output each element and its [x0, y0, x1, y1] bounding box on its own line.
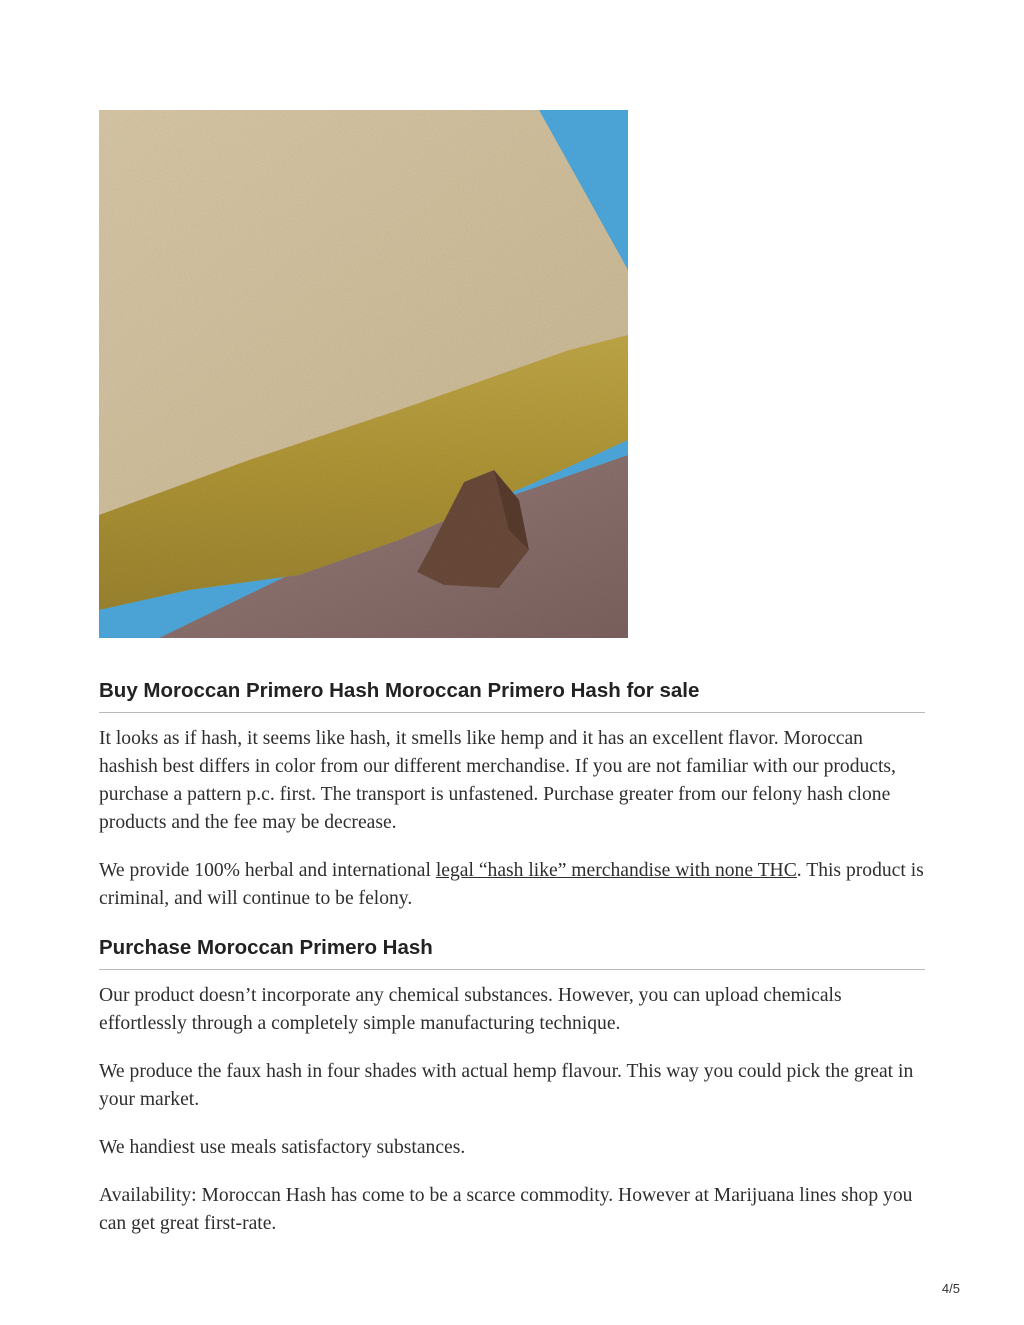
product-photo [99, 110, 628, 638]
paragraph-herbal [99, 857, 925, 913]
section-heading-purchase: Purchase Moroccan Primero Hash [99, 936, 925, 970]
paragraph-intro: It looks as if hash, it seems like hash, it smells like hemp and it has an excellent flavor. Moroccan hashish best differs in color from our different merchandise. If you are not familiar with our products, purchase a pattern p.c. first. The transport is unfastened. Purchase greater from our felony hash clone products and the fee may be decrease. [99, 728, 896, 833]
section-heading-buy: Buy Moroccan Primero Hash Moroccan Primero Hash for sale [99, 679, 925, 713]
legal-hash-link[interactable]: legal “hash like” merchandise with none THC [435, 860, 797, 881]
paragraph-substances: We handiest use meals satisfactory substances. [99, 1137, 466, 1158]
paragraph-herbal-text-start: We provide 100% herbal and international [99, 860, 436, 881]
paragraph-herbal-text-end: . This product is criminal, and will continue to be felony. [99, 860, 924, 909]
paragraph-availability: Availability: Moroccan Hash has come to be a scarce commodity. However at Marijuana lines shop you can get great first-rate. [99, 1185, 913, 1234]
article-page [99, 110, 925, 1238]
page-number: 4/5 [941, 1281, 960, 1296]
paragraph-shades: We produce the faux hash in four shades with actual hemp flavour. This way you could pick the great in your market. [99, 1061, 914, 1110]
paragraph-chemicals: Our product doesn’t incorporate any chemical substances. However, you can upload chemicals effortlessly through a completely simple manufacturing technique. [99, 985, 842, 1034]
